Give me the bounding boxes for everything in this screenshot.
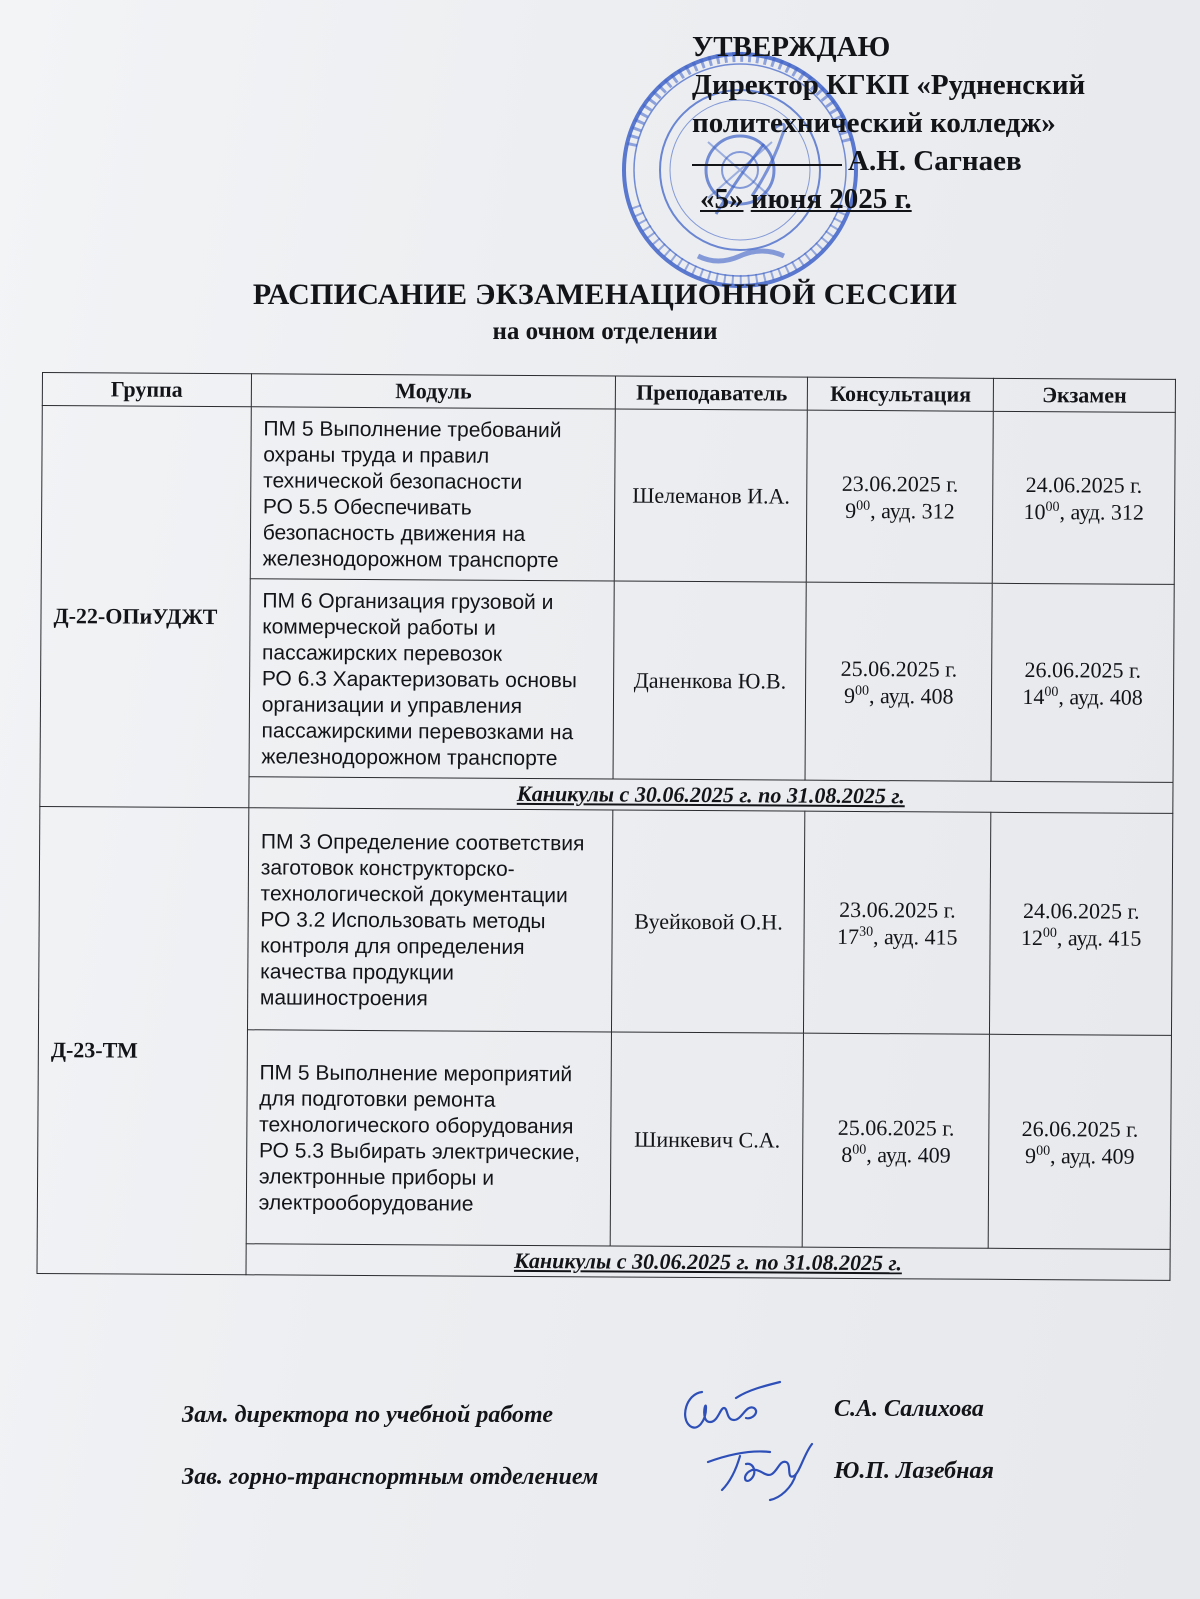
teacher-cell: Даненкова Ю.В. — [613, 581, 806, 780]
approval-name: А.Н. Сагнаев — [848, 145, 1022, 177]
signature-line — [692, 164, 842, 166]
module-cell: ПМ 3 Определение соответствия заготовок конструкторско-технологической документации РО 3.2 Использовать методы контроля для определения качества продукции машиностроения — [247, 808, 613, 1032]
table-row — [41, 406, 1175, 585]
teacher-cell: Шинкевич С.А. — [611, 1032, 804, 1247]
exam-cell: 26.06.2025 г. $9^{00}$, ауд. 409 — [988, 1034, 1171, 1249]
module-cell: ПМ 5 Выполнение мероприятий для подготовки ремонта технологического оборудования РО 5.3 Выбирать электрические, электронные приборы и электрооборудование — [246, 1030, 612, 1246]
vacation-note: Каникулы с 30.06.2025 г. по 31.08.2025 г. — [249, 777, 1173, 814]
exam-cell: 24.06.2025 г. $12^{00}$, ауд. 415 — [990, 812, 1173, 1035]
document-title: РАСПИСАНИЕ ЭКЗАМЕНАЦИОННОЙ СЕССИИ — [252, 278, 958, 311]
teacher-cell: Шелеманов И.А. — [615, 409, 808, 582]
header-consultation: Консультация — [808, 377, 994, 411]
head-name: Ю.П. Лазебная — [834, 1458, 994, 1484]
approval-director: Директор КГКП «Рудненский — [692, 69, 1086, 101]
header-exam: Экзамен — [993, 378, 1175, 412]
exam-cell: 24.06.2025 г. $10^{00}$, ауд. 312 — [992, 411, 1175, 584]
teacher-cell: Вуейковой О.Н. — [612, 810, 805, 1033]
header-teacher: Преподаватель — [616, 376, 808, 410]
consultation-cell: 25.06.2025 г. $8^{00}$, ауд. 409 — [802, 1033, 989, 1248]
consultation-cell: 23.06.2025 г. $17^{30}$, ауд. 415 — [804, 811, 991, 1034]
header-module: Модуль — [251, 374, 616, 409]
group-name: Д-23-ТМ — [37, 806, 249, 1274]
approval-block — [692, 28, 1132, 218]
exam-cell: 26.06.2025 г. $14^{00}$, ауд. 408 — [991, 583, 1174, 782]
consultation-cell: 23.06.2025 г. $9^{00}$, ауд. 312 — [807, 410, 994, 583]
approval-date: «5» июня 2025 г. — [700, 183, 912, 215]
deputy-title: Зам. директора по учебной работе — [182, 1402, 554, 1428]
schedule-table — [36, 372, 1175, 1281]
table-row — [38, 806, 1172, 1035]
deputy-name: С.А. Салихова — [834, 1396, 984, 1422]
approval-college: политехнический колледж» — [692, 107, 1056, 139]
head-signature — [700, 1434, 830, 1502]
module-cell: ПМ 5 Выполнение требований охраны труда и правил технической безопасности РО 5.5 Обеспечивать безопасность движения на железнодорожном транспорте — [250, 407, 616, 581]
group-name: Д-22-ОПиУДЖТ — [40, 406, 251, 808]
vacation-note: Каникулы с 30.06.2025 г. по 31.08.2025 г. — [246, 1244, 1170, 1281]
module-cell: ПМ 6 Организация грузовой и коммерческой работы и пассажирских перевозок РО 6.3 Характеризовать основы организации и управления пассажирскими перевозками на железнодорожном транспорте — [249, 579, 615, 779]
document-subtitle: на очном отделении — [492, 318, 718, 345]
head-title: Зав. горно-транспортным отделением — [182, 1464, 599, 1490]
consultation-cell: 25.06.2025 г. $9^{00}$, ауд. 408 — [805, 582, 992, 781]
header-group: Группа — [42, 373, 251, 407]
approval-heading: УТВЕРЖДАЮ — [692, 31, 891, 63]
